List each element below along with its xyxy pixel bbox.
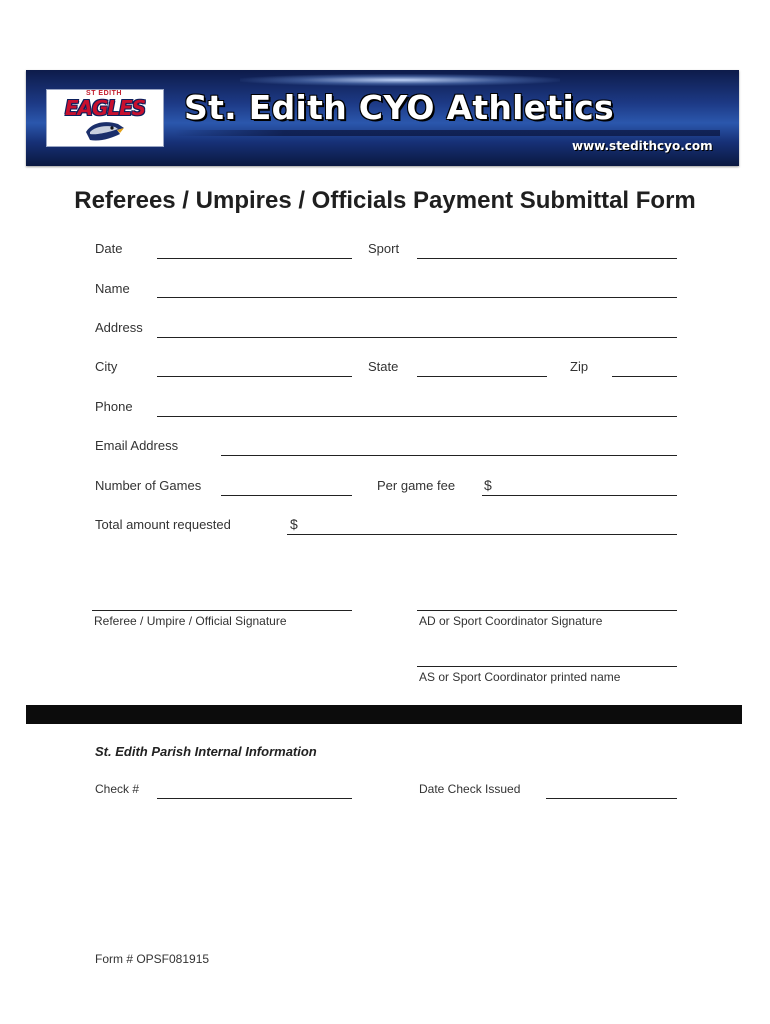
form-title: Referees / Umpires / Officials Payment Submittal Form — [74, 187, 696, 214]
per-game-fee-label: Per game fee — [377, 478, 456, 493]
email-label: Email Address — [95, 438, 179, 453]
official-signature-line[interactable] — [92, 610, 352, 611]
date-check-issued-label: Date Check Issued — [419, 782, 521, 796]
num-games-label: Number of Games — [95, 478, 202, 493]
zip-label: Zip — [570, 359, 589, 374]
address-field[interactable] — [157, 337, 677, 338]
banner-stripe — [175, 130, 720, 136]
date-label: Date — [95, 241, 123, 256]
eagle-head-icon — [84, 118, 126, 144]
sport-label: Sport — [368, 241, 400, 256]
state-label: State — [368, 359, 399, 374]
brand-title: St. Edith CYO Athletics — [184, 88, 614, 127]
printed-name-label: AS or Sport Coordinator printed name — [419, 670, 621, 684]
city-field[interactable] — [157, 376, 352, 377]
internal-info-heading: St. Edith Parish Internal Information — [95, 744, 317, 759]
banner-highlight — [240, 74, 560, 86]
coordinator-signature-label: AD or Sport Coordinator Signature — [419, 614, 603, 628]
total-dollar-sign: $ — [290, 516, 298, 532]
printed-name-line[interactable] — [417, 666, 677, 667]
date-check-issued-field[interactable] — [546, 798, 677, 799]
per-game-fee-field[interactable] — [482, 495, 677, 496]
name-field[interactable] — [157, 297, 677, 298]
section-divider — [26, 705, 742, 724]
date-field[interactable] — [157, 258, 352, 259]
coordinator-signature-line[interactable] — [417, 610, 677, 611]
phone-label: Phone — [95, 399, 133, 414]
name-label: Name — [95, 281, 130, 296]
sport-field[interactable] — [417, 258, 677, 259]
logo-word: EAGLES — [64, 96, 146, 120]
email-field[interactable] — [221, 455, 677, 456]
fee-dollar-sign: $ — [484, 477, 492, 493]
official-signature-label: Referee / Umpire / Official Signature — [94, 614, 287, 628]
logo-top-text: ST EDITH — [86, 90, 122, 97]
state-field[interactable] — [417, 376, 547, 377]
zip-field[interactable] — [612, 376, 677, 377]
brand-url: www.stedithcyo.com — [572, 139, 713, 153]
check-number-field[interactable] — [157, 798, 352, 799]
form-number: Form # OPSF081915 — [95, 952, 210, 966]
num-games-field[interactable] — [221, 495, 352, 496]
total-requested-field[interactable] — [287, 534, 677, 535]
city-label: City — [95, 359, 118, 374]
phone-field[interactable] — [157, 416, 677, 417]
address-label: Address — [95, 320, 143, 335]
check-number-label: Check # — [95, 782, 140, 796]
total-requested-label: Total amount requested — [95, 517, 231, 532]
